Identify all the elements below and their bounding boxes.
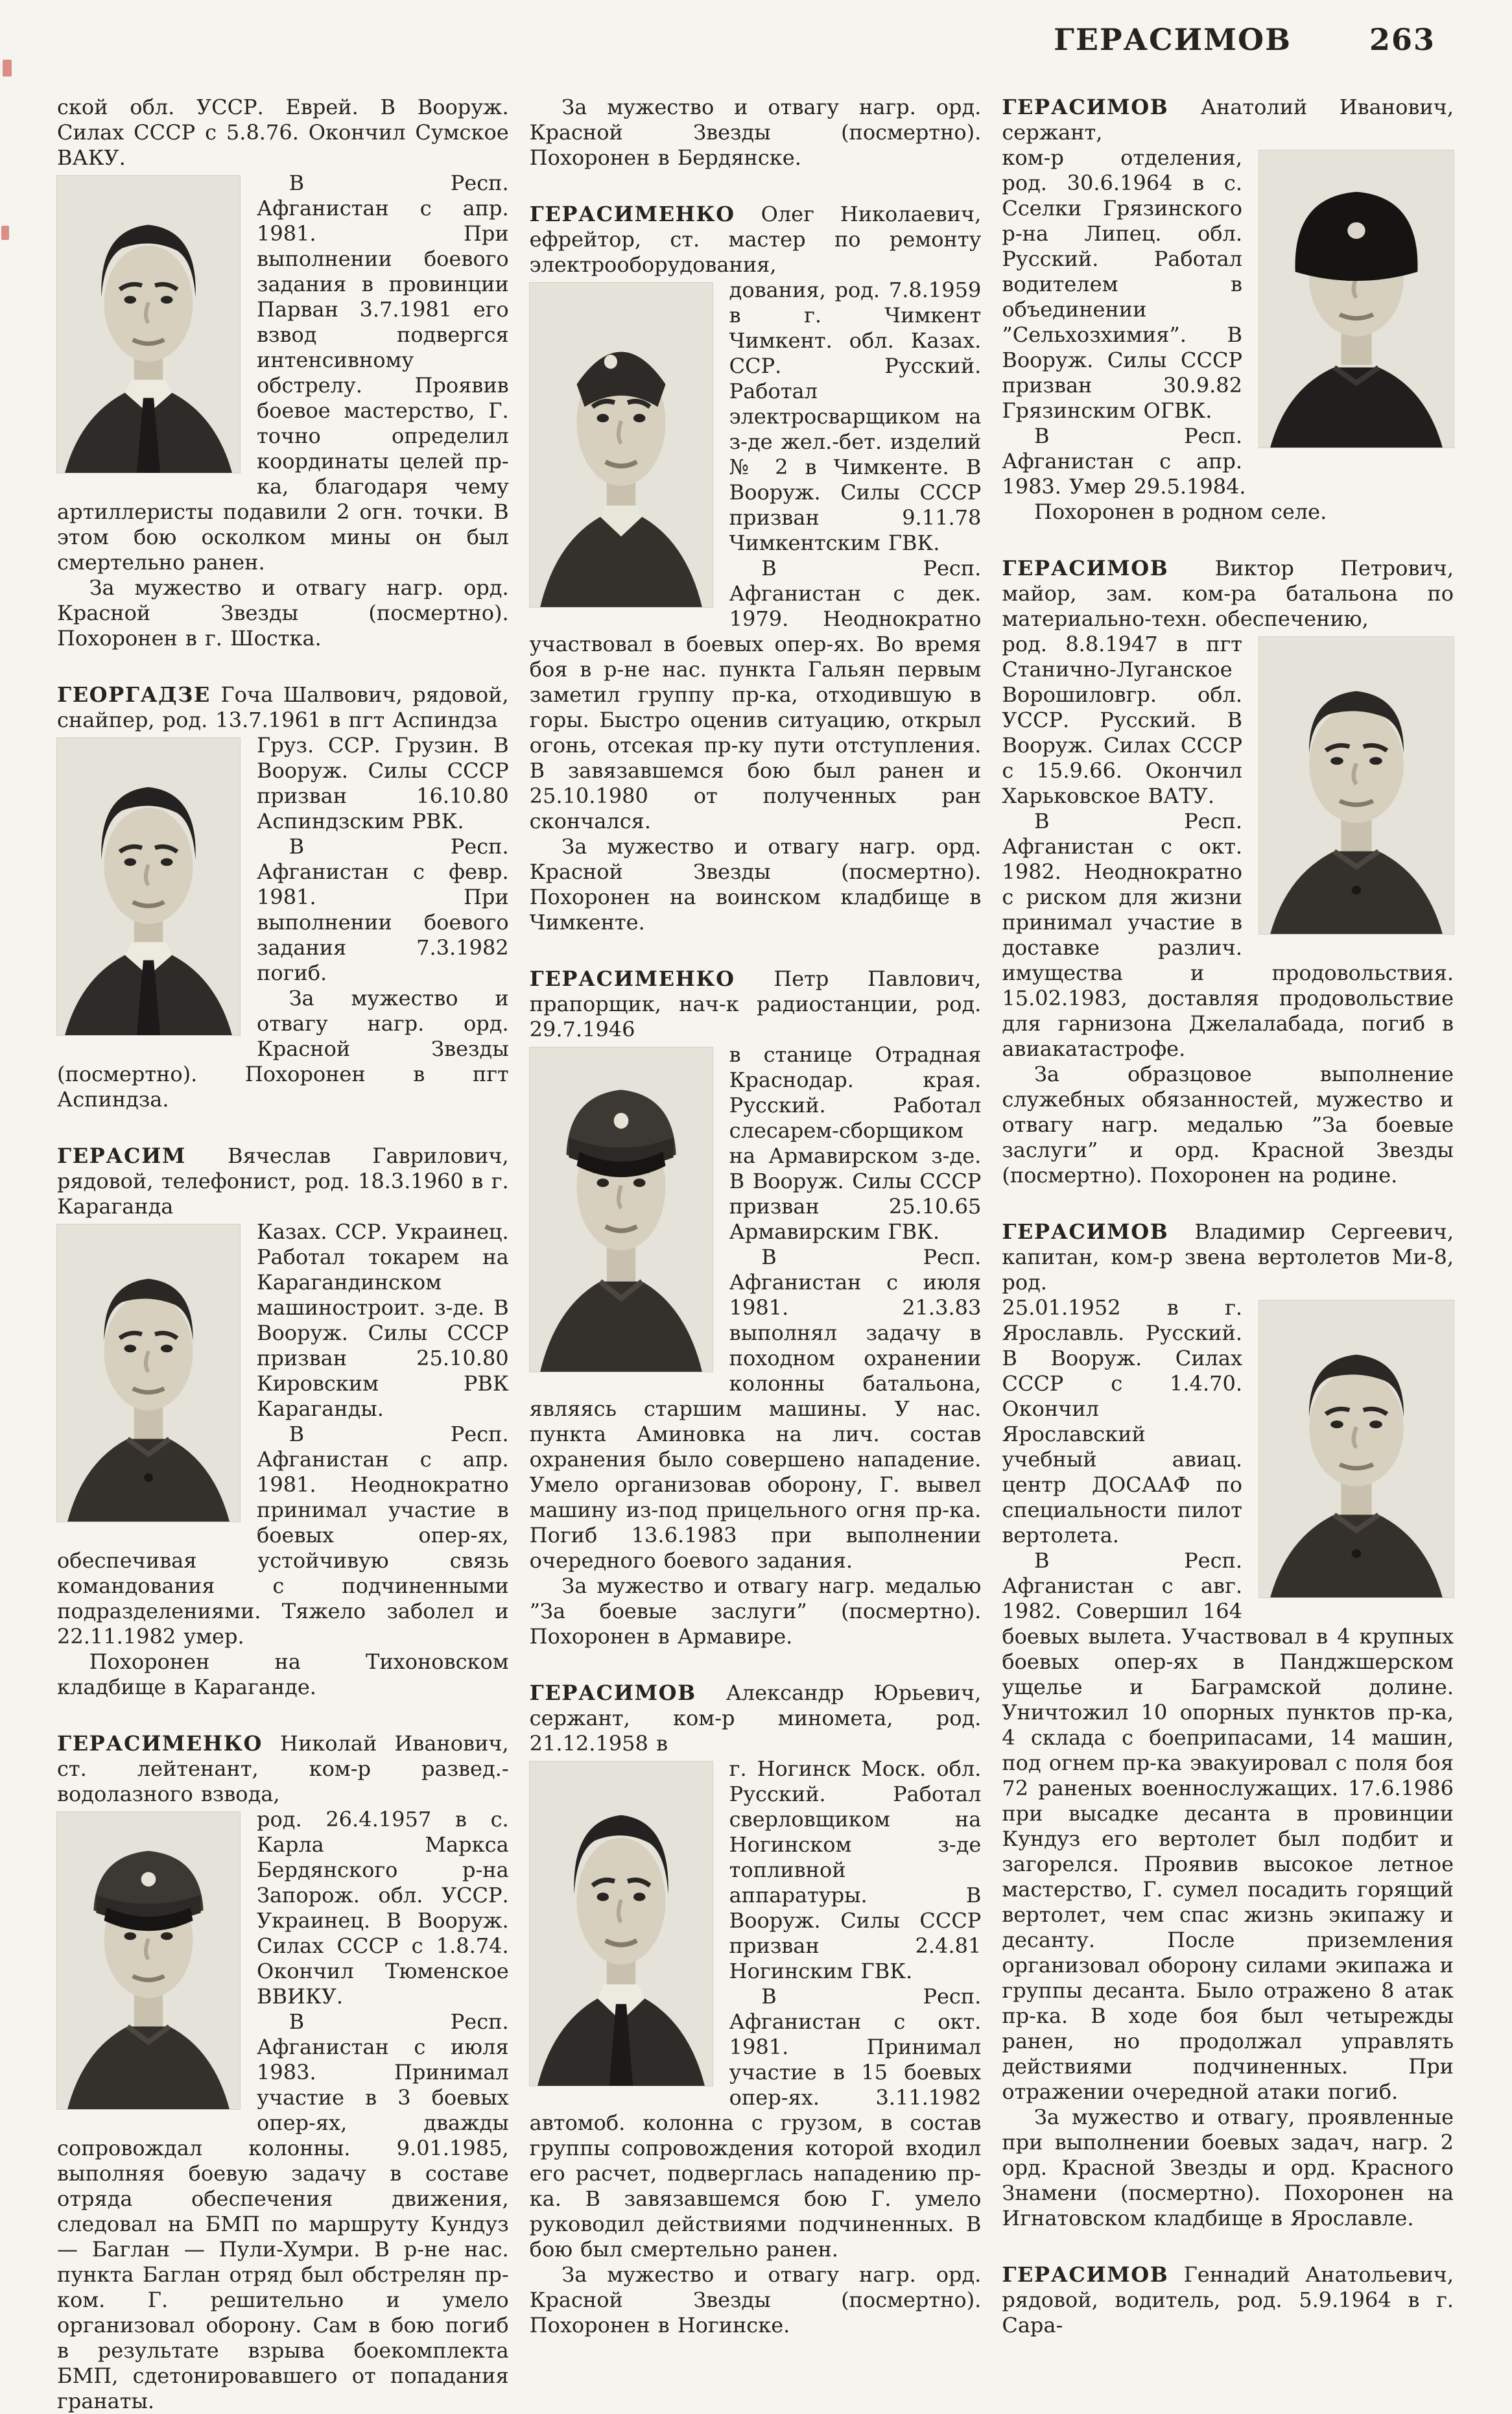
entry-gerasimov-gennady — [1002, 2262, 1454, 2338]
scan-artifact — [1, 226, 9, 240]
portrait-man-in-suit — [530, 1762, 713, 2086]
portrait-photo — [57, 1225, 240, 1522]
entry-text: За мужество и отвагу, проявленные при выполнении боевых задач, нагр. 2 орд. Красной Звезды и орд. Красного Знамени (посмертно). Похоронен на Игнатовском кладбище в Ярославле. — [1002, 2105, 1454, 2230]
entry-text: В Респ. Афганистан с окт. 1982. Неоднократно с риском для жизни принимал участие в доставке различ. имущества и продовольствия. 15.02.1983, доставляя продовольствие для гарнизона Джелалабада, погиб в авиакатастрофе. — [1002, 809, 1454, 1061]
page-number: 263 — [1369, 22, 1435, 57]
portrait-man-in-suit — [57, 176, 240, 473]
entry-lead-text: Николай Иванович, ст. лейтенант, ком-р развед.-водолазного взвода, — [57, 1731, 509, 1806]
entry-text: род. 26.4.1957 в с. Карла Маркса Бердянского р-на Запорож. обл. УССР. Украинец. В Вооруж. Силах СССР с 1.8.74. Окончил Тюменское ВВИКУ. — [257, 1807, 509, 2009]
portrait-photo — [57, 738, 240, 1035]
entry-text: 25.01.1952 в г. Ярославль. Русский. В Вооруж. Силах СССР с 1.4.70. Окончил Ярославский учебный авиац. центр ДОСААФ по специальности пилот вертолета. — [1002, 1295, 1243, 1548]
entry-text: ской обл. УССР. Еврей. В Вооруж. Силах СССР с 5.8.76. Окончил Сумское ВАКУ. — [57, 95, 509, 170]
entry-surname: ГЕРАСИМ — [57, 1143, 186, 1168]
entry-lead — [530, 1680, 982, 1756]
entry-lead-text: Вячеслав Гаврилович, рядовой, телефонист, род. 18.3.1960 в г. Караганда — [57, 1143, 509, 1219]
entry-gerasimenko-nikolai-ending — [530, 95, 982, 171]
portrait-photo — [1259, 150, 1454, 448]
entry-surname: ГЕРАСИМОВ — [529, 1680, 696, 1705]
entry-surname: ГЕРАСИМОВ — [1002, 2262, 1169, 2287]
portrait-man-in-uniform — [1259, 637, 1454, 934]
entry-text: в станице Отрадная Краснодар. края. Русский. Работал слесарем-сборщиком на Армавирском з-де. В Вооруж. Силы СССР призван 25.10.65 Армавирским ГВК. — [729, 1042, 982, 1244]
column-3 — [1002, 95, 1454, 2414]
portrait-man-in-peaked-cap — [57, 1812, 240, 2109]
entry-gerasimov-anatoly — [1002, 95, 1454, 525]
entry-lead-text: Анатолий Иванович, сержант, — [1002, 95, 1454, 145]
entry-text: Груз. ССР. Грузин. В Вооруж. Силы СССР призван 16.10.80 Аспиндзским РВК. — [257, 733, 509, 833]
entry-text: Похоронен в родном селе. — [1034, 499, 1327, 524]
running-title: ГЕРАСИМОВ — [1054, 22, 1292, 57]
entry-text: В Респ. Афганистан с апр. 1981. Неоднократно принимал участие в боевых опер-ях, обеспечивая устойчивую связь командования с подчиненными подразделениями. Тяжело заболел и 22.11.1982 умер. — [57, 1422, 509, 1649]
portrait-man-in-side-cap — [530, 283, 713, 607]
entry-text: Похоронен на Тихоновском кладбище в Караганде. — [57, 1649, 509, 1699]
entry-lead — [1002, 95, 1454, 145]
portrait-man-in-uniform — [57, 1225, 240, 1522]
entry-surname: ГЕОРГАДЗЕ — [57, 682, 211, 707]
entry-text: дования, род. 7.8.1959 в г. Чимкент Чимкент. обл. Казах. ССР. Русский. Работал электросварщиком на з-де жел.-бет. изделий № 2 в Чимкенте. В Вооруж. Силы СССР призван 9.11.78 Чимкентским ГВК. — [729, 278, 982, 555]
entry-text: г. Ногинск Моск. обл. Русский. Работал сверловщиком на Ногинском з-де топливной аппаратуры. В Вооруж. Силы СССР призван 2.4.81 Ногинским ГВК. — [729, 1756, 982, 1983]
entry-text: Казах. ССР. Украинец. Работал токарем на Карагандинском машиностроит. з-де. В Вооруж. Силы СССР призван 25.10.80 Кировским РВК Караганды. — [257, 1219, 509, 1421]
page-header — [0, 0, 1512, 57]
entry-text: В Респ. Афганистан с окт. 1981. Принимал участие в 15 боевых опер-ях. 3.11.1982 автомоб. колонна с грузом, в состав группы сопровождения которой входил его расчет, подверглась нападению пр-ка. В завязавшемся бою Г. умело руководил действиями подчиненных. В бою был смертельно ранен. — [529, 1984, 982, 2262]
entry-text: ком-р отделения, род. 30.6.1964 в с. Сселки Грязинского р-на Липец. обл. Русский. Работал водителем в объединении ”Сельхозхимия”. В Вооруж. Силы СССР призван 30.9.82 Грязинским ОГВК. — [1002, 145, 1243, 423]
column-2 — [530, 95, 982, 2414]
entry-text: В Респ. Афганистан с февр. 1981. При выполнении боевого задания 7.3.1982 погиб. — [257, 834, 509, 985]
entry-text: За мужество и отвагу нагр. орд. Красной Звезды (посмертно). Похоронен в г. Шостка. — [57, 575, 509, 651]
scan-artifact — [3, 60, 12, 77]
entry-gerasimenko-petr — [530, 966, 982, 1649]
entry-gerasimov-alexandr — [530, 1680, 982, 2338]
portrait-photo — [530, 1047, 713, 1372]
entry-surname: ГЕРАСИМОВ — [1002, 95, 1169, 119]
entry-text: За мужество и отвагу нагр. орд. Красной Звезды (посмертно). Похоронен в Ногинске. — [529, 2262, 982, 2337]
entry-gerasimenko-oleg — [530, 202, 982, 935]
entry-lead — [57, 1143, 509, 1219]
entry-continued-from-previous-page — [57, 95, 509, 651]
page-columns — [0, 57, 1512, 2414]
entry-text: За мужество и отвагу нагр. медалью ”За боевые заслуги” (посмертно). Похоронен в Армавире. — [529, 1573, 982, 1649]
entry-text: род. 8.8.1947 в пгт Станично-Луганское Ворошиловгр. обл. УССР. Русский. В Вооруж. Силах СССР с 15.9.66. Окончил Харьковское ВАТУ. — [1002, 632, 1243, 808]
entry-text: За мужество и отвагу нагр. орд. Красной Звезды (посмертно). Похоронен на воинском кладбище в Чимкенте. — [529, 834, 982, 935]
entry-lead-text: Олег Николаевич, ефрейтор, ст. мастер по ремонту электрооборудования, — [529, 202, 982, 277]
entry-gerasimenko-nikolai — [57, 1731, 509, 2414]
entry-lead — [1002, 2262, 1454, 2338]
portrait-photo — [530, 283, 713, 607]
portrait-photo — [1259, 1300, 1454, 1597]
entry-lead — [1002, 1219, 1454, 1295]
entry-lead-text: Александр Юрьевич, сержант, ком-р миномета, род. 21.12.1958 в — [529, 1680, 982, 1756]
entry-text: В Респ. Афганистан с апр. 1981. При выполнении боевого задания в провинции Парван 3.7.1981 его взвод подвергся интенсивному обстрелу. Проявив боевое мастерство, Г. точно определил координаты целей пр-ка, благодаря чему артиллеристы подавили 2 огн. точки. В этом бою осколком мины он был смертельно ранен. — [57, 171, 509, 575]
entry-text: За мужество и отвагу нагр. орд. Красной Звезды (посмертно). Похоронен в пгт Аспиндза. — [57, 986, 509, 1112]
entry-gerasimov-viktor — [1002, 556, 1454, 1188]
entry-lead-text: Геннадий Анатольевич, рядовой, водитель, род. 5.9.1964 в г. Сара- — [1002, 2262, 1454, 2337]
portrait-photo — [57, 176, 240, 473]
entry-text: В Респ. Афганистан с дек. 1979. Неоднократно участвовал в боевых опер-ях. Во время боя в р-не нас. пункта Гальян первым заметил группу пр-ка, отходившую в горы. Быстро оценив ситуацию, открыл огонь, отсекая пр-ку пути отступления. В завязавшемся бою был ранен и 25.10.1980 от полученных ран скончался. — [529, 556, 982, 833]
entry-lead — [57, 682, 509, 733]
entry-lead — [57, 1731, 509, 1807]
portrait-man-in-peaked-cap — [530, 1047, 713, 1372]
portrait-man-in-uniform — [1259, 1300, 1454, 1597]
portrait-man-in-fur-hat — [1259, 150, 1454, 448]
portrait-photo — [1259, 637, 1454, 934]
entry-gerasimov-vladimir — [1002, 1219, 1454, 2231]
portrait-man-in-suit — [57, 738, 240, 1035]
entry-text: В Респ. Афганистан с июля 1983. Принимал участие в 3 боевых опер-ях, дважды сопровождал колонны. 9.01.1985, выполняя боевую задачу в составе отряда обеспечения движения, следовал на БМП по маршруту Кундуз — Баглан — Пули-Хумри. В р-не нас. пункта Баглан отряд был обстрелян пр-ком. Г. решительно и умело организовал оборону. Сам в бою погиб в результате взрыва боекомплекта БМП, сдетонировавшего от попадания гранаты. — [57, 2009, 509, 2413]
entry-surname: ГЕРАСИМОВ — [1002, 1219, 1169, 1244]
entry-text: В Респ. Афганистан с авг. 1982. Совершил 164 боевых вылета. Участвовал в 4 крупных боевых опер-ях в Панджшерском ущелье и Баграмской долине. Уничтожил 10 опорных пунктов пр-ка, 4 склада с боеприпасами, 14 машин, под огнем пр-ка эвакуировал с поля боя 72 раненых военнослужащих. 17.6.1986 при высадке десанта в провинции Кундуз его вертолет был подбит и загорелся. Проявив высокое летное мастерство, Г. сумел посадить горящий вертолет, чем спас жизнь экипажу и десанту. После приземления организовал оборону силами экипажа и группы десанта. Было отражено 8 атак пр-ка. В ходе боя был четырежды ранен, но продолжал управлять действиями подчиненных. При отражении очередной атаки погиб. — [1002, 1548, 1454, 2104]
entry-lead-text: Гоча Шалвович, рядовой, снайпер, род. 13.7.1961 в пгт Аспиндза — [57, 682, 509, 732]
entry-lead — [530, 202, 982, 278]
entry-lead-text: Петр Павлович, прапорщик, нач-к радиостанции, род. 29.7.1946 — [529, 966, 982, 1042]
entry-surname: ГЕРАСИМЕНКО — [529, 202, 735, 226]
entry-text: За мужество и отвагу нагр. орд. Красной Звезды (посмертно). Похоронен в Бердянске. — [529, 95, 982, 170]
entry-lead — [530, 966, 982, 1042]
entry-text: За образцовое выполнение служебных обязанностей, мужество и отвагу нагр. медалью ”За боевые заслуги” и орд. Красной Звезды (посмертно). Похоронен на родине. — [1002, 1062, 1454, 1188]
portrait-photo — [57, 1812, 240, 2109]
portrait-photo — [530, 1762, 713, 2086]
entry-lead-text: Виктор Петрович, майор, зам. ком-ра батальона по материально-техн. обеспечению, — [1002, 556, 1454, 631]
entry-surname: ГЕРАСИМЕНКО — [57, 1731, 263, 1756]
entry-lead — [1002, 556, 1454, 632]
entry-gerasim — [57, 1143, 509, 1700]
entry-text: В Респ. Афганистан с июля 1981. 21.3.83 выполнял задачу в походном охранении колонны батальона, являясь старшим машины. У нас. пункта Аминовка на лич. состав охранения было совершено нападение. Умело организовав оборону, Г. вывел машину из-под прицельного огня пр-ка. Погиб 13.6.1983 при выполнении очередного боевого задания. — [529, 1245, 982, 1573]
entry-lead-text: Владимир Сергеевич, капитан, ком-р звена вертолетов Ми-8, род. — [1002, 1219, 1454, 1295]
entry-surname: ГЕРАСИМЕНКО — [529, 966, 735, 991]
entry-surname: ГЕРАСИМОВ — [1002, 556, 1169, 580]
entry-georgadze — [57, 682, 509, 1112]
entry-text: В Респ. Афганистан с апр. 1983. Умер 29.5.1984. — [1002, 424, 1246, 499]
column-1 — [57, 95, 509, 2414]
